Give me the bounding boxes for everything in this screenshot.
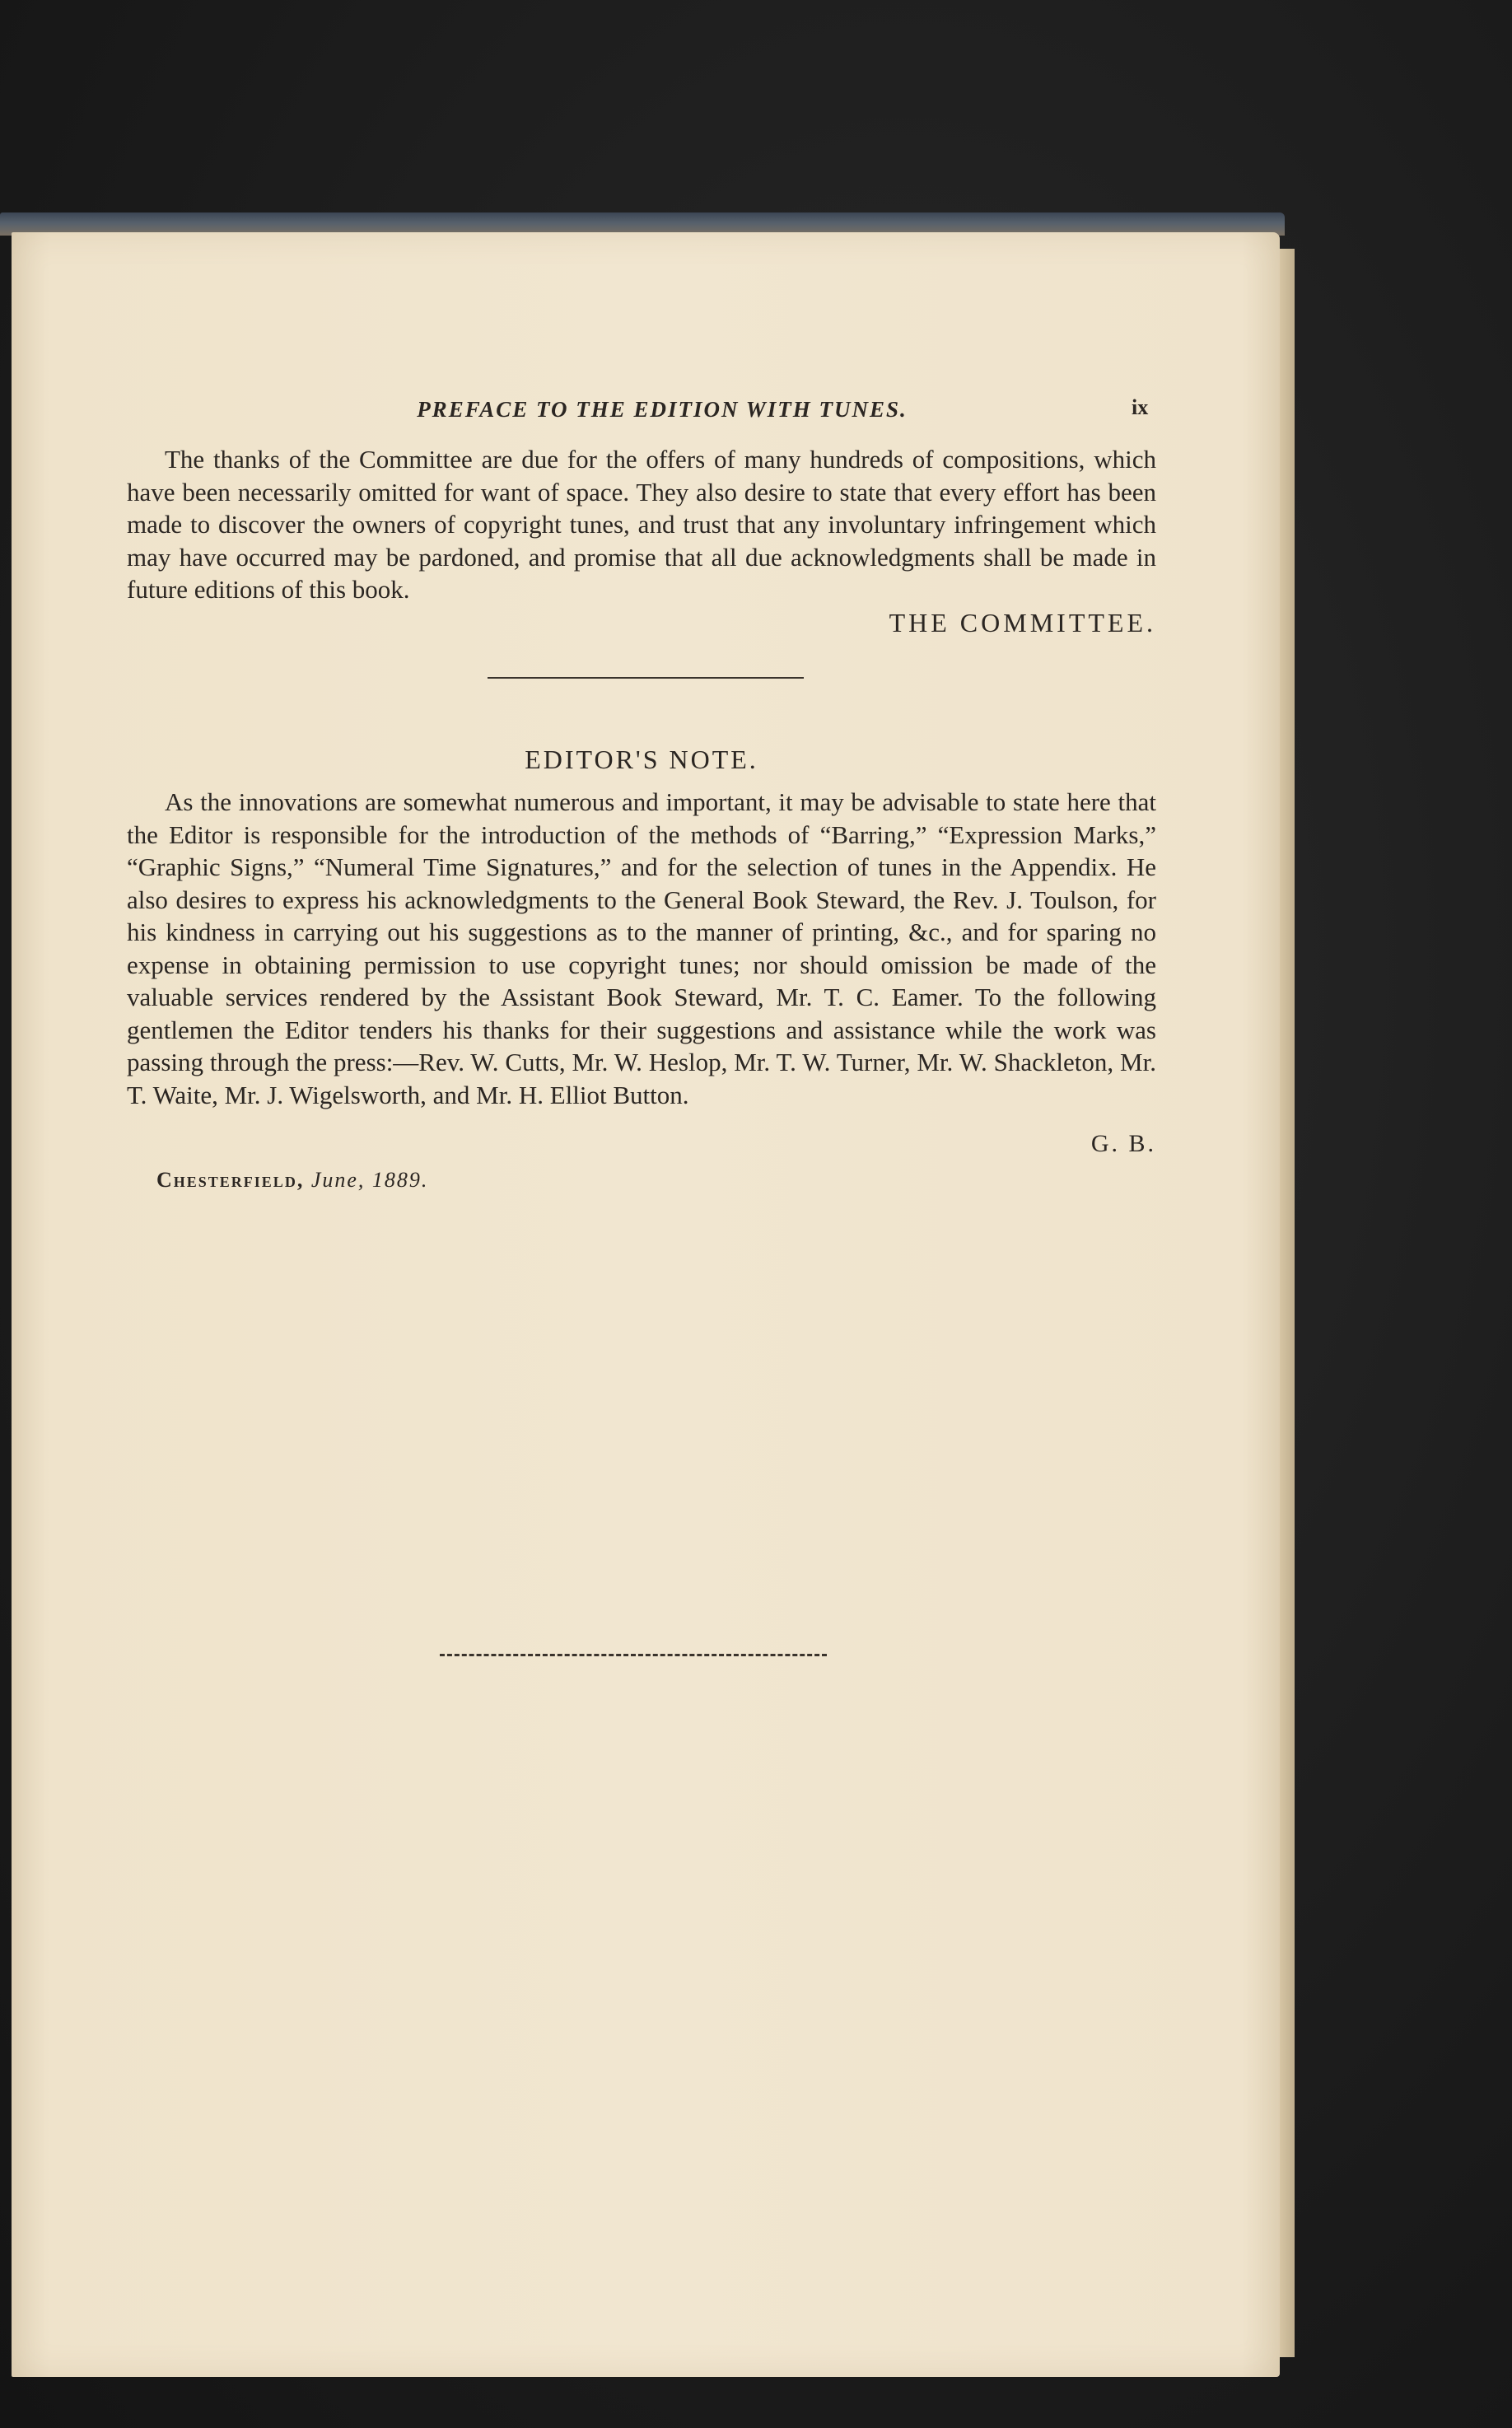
- committee-paragraph-text: The thanks of the Committee are due for the offers of many hundreds of compositions, which have been necessarily omitted for want of space. They also desire to state that every effort has been made to discover the owners of copyright tunes, and trust that any involuntary infringement which may have occurred may be pardoned, and promise that all due acknowledgments shall be made in future editions of this book.: [127, 445, 1156, 604]
- editors-note-title: EDITOR'S NOTE.: [525, 745, 758, 774]
- end-divider: [440, 1654, 827, 1656]
- running-head: PREFACE TO THE EDITION WITH TUNES.: [417, 397, 908, 422]
- book-page: [12, 232, 1280, 2377]
- dateline-place: Chesterfield,: [156, 1168, 305, 1192]
- editor-initials: G. B.: [1090, 1130, 1156, 1157]
- page-fore-edge: [1280, 249, 1295, 2357]
- section-divider: [488, 677, 804, 679]
- dateline: [156, 1168, 428, 1193]
- page-number: ix: [1132, 395, 1149, 419]
- committee-signature: THE COMMITTEE.: [889, 608, 1156, 637]
- editors-note-paragraph: [127, 786, 1156, 1111]
- dateline-date: June, 1889.: [310, 1168, 429, 1192]
- editors-note-text: As the innovations are somewhat numerous and important, it may be advisable to state here that the Editor is responsible for the introduction of the methods of “Barring,” “Expression Marks,” “Graphic Signs,” “Numeral Time Signatures,” and for the selection of tunes in the Appendix. He also desires to express his acknowledgments to the General Book Steward, the Rev. J. Toulson, for his kindness in carrying out his suggestions as to the manner of printing, &c., and for sparing no expense in obtaining permission to use copyright tunes; nor should omission be made of the valuable services rendered by the Assistant Book Steward, Mr. T. C. Eamer. To the following gentlemen the Editor tenders his thanks for their suggestions and assistance while the work was passing through the press:—Rev. W. Cutts, Mr. W. Heslop, Mr. T. W. Turner, Mr. W. Shackleton, Mr. T. Waite, Mr. J. Wigelsworth, and Mr. H. Elliot Button.: [127, 787, 1156, 1109]
- committee-paragraph: [127, 443, 1156, 606]
